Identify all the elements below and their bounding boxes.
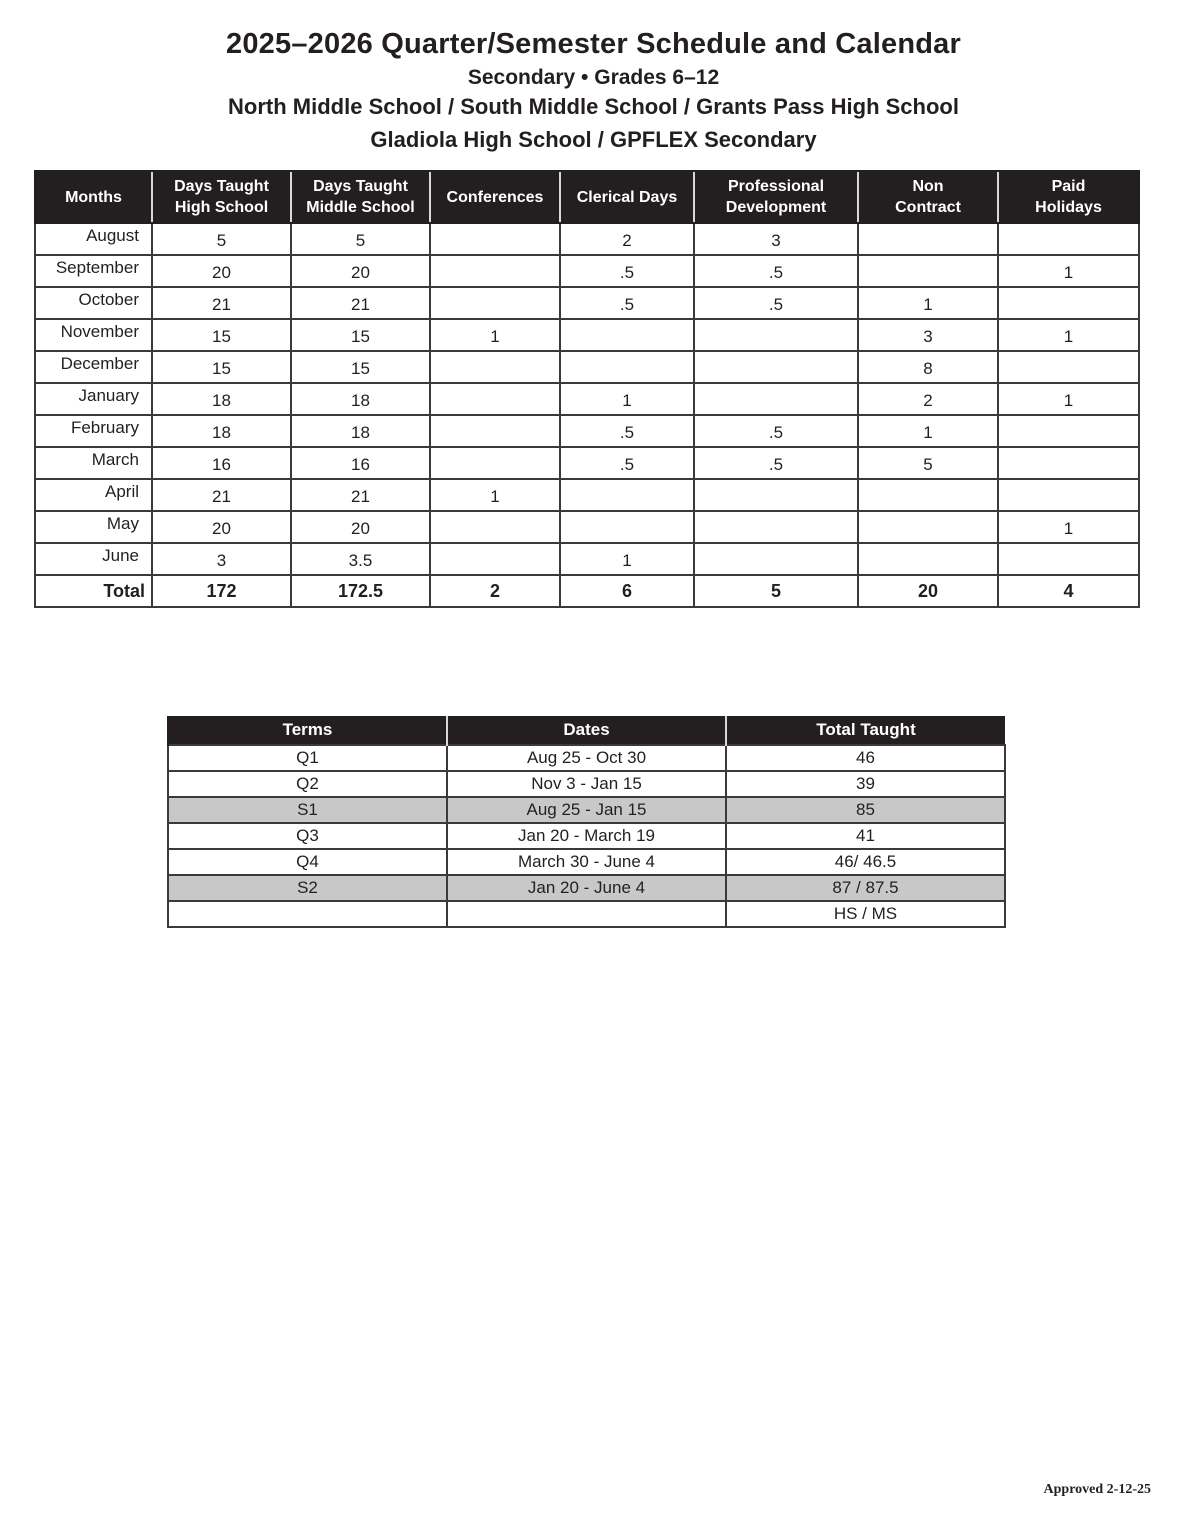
cell-non-contract: 2 <box>858 383 998 415</box>
cell-clerical-days <box>560 319 694 351</box>
cell-conferences <box>430 223 560 255</box>
cell-clerical-days: .5 <box>560 255 694 287</box>
cell-month: February <box>35 415 152 447</box>
cell-conferences <box>430 287 560 319</box>
col-header-text: Days Taught <box>313 178 408 195</box>
page-subtitle: Secondary • Grades 6–12 <box>467 66 720 89</box>
cell-non-contract: 8 <box>858 351 998 383</box>
col-header-text: Conferences <box>446 188 544 206</box>
cell-paid-holidays <box>998 351 1139 383</box>
total-paid-holidays: 4 <box>998 575 1139 607</box>
terms-row <box>168 849 1005 875</box>
cell-total-taught: 39 <box>726 771 1005 797</box>
col-header-clerical-days <box>560 171 694 223</box>
cell-clerical-days: 2 <box>560 223 694 255</box>
cell-paid-holidays: 1 <box>998 383 1139 415</box>
cell-days-taught-ms: 16 <box>291 447 430 479</box>
cell-month: December <box>35 351 152 383</box>
calendar-row <box>35 511 1139 543</box>
col-header-text: Non <box>912 178 944 195</box>
calendar-table <box>34 170 1140 608</box>
total-non-contract: 20 <box>858 575 998 607</box>
cell-professional-development <box>694 351 858 383</box>
terms-row <box>168 745 1005 771</box>
cell-days-taught-ms: 18 <box>291 415 430 447</box>
cell-dates: Jan 20 - March 19 <box>447 823 726 849</box>
col-header-text: Holidays <box>1035 199 1102 216</box>
cell-term: Q1 <box>168 745 447 771</box>
cell-days-taught-ms: 3.5 <box>291 543 430 575</box>
cell-days-taught-hs: 18 <box>152 383 291 415</box>
terms-row <box>168 823 1005 849</box>
cell-professional-development: .5 <box>694 287 858 319</box>
cell-days-taught-hs: 20 <box>152 511 291 543</box>
cell-professional-development: .5 <box>694 255 858 287</box>
calendar-total-row <box>35 575 1139 607</box>
col-header-conferences <box>430 171 560 223</box>
cell-total-taught: 46 <box>726 745 1005 771</box>
cell-non-contract <box>858 255 998 287</box>
cell-conferences: 1 <box>430 479 560 511</box>
cell-professional-development <box>694 319 858 351</box>
total-clerical-days: 6 <box>560 575 694 607</box>
cell-paid-holidays <box>998 479 1139 511</box>
cell-month: May <box>35 511 152 543</box>
cell-term <box>168 901 447 927</box>
cell-total-taught: HS / MS <box>726 901 1005 927</box>
cell-clerical-days: 1 <box>560 383 694 415</box>
col-header-professional-development <box>694 171 858 223</box>
cell-clerical-days <box>560 351 694 383</box>
terms-row <box>168 797 1005 823</box>
cell-term: Q2 <box>168 771 447 797</box>
cell-days-taught-hs: 21 <box>152 287 291 319</box>
cell-days-taught-ms: 20 <box>291 511 430 543</box>
cell-conferences <box>430 351 560 383</box>
cell-month: August <box>35 223 152 255</box>
cell-clerical-days: .5 <box>560 415 694 447</box>
cell-paid-holidays <box>998 287 1139 319</box>
col-header-terms: Terms <box>168 716 447 745</box>
col-header-text: Contract <box>895 199 961 216</box>
cell-professional-development <box>694 383 858 415</box>
col-header-dates: Dates <box>447 716 726 745</box>
cell-days-taught-hs: 15 <box>152 351 291 383</box>
calendar-row <box>35 383 1139 415</box>
cell-month: January <box>35 383 152 415</box>
cell-professional-development: .5 <box>694 447 858 479</box>
cell-days-taught-ms: 20 <box>291 255 430 287</box>
cell-conferences <box>430 511 560 543</box>
col-header-paid-holidays <box>998 171 1139 223</box>
cell-days-taught-ms: 18 <box>291 383 430 415</box>
cell-total-taught: 87 / 87.5 <box>726 875 1005 901</box>
col-header-text: Paid <box>1051 178 1086 195</box>
cell-month: April <box>35 479 152 511</box>
cell-dates: Aug 25 - Oct 30 <box>447 745 726 771</box>
cell-professional-development <box>694 479 858 511</box>
cell-days-taught-hs: 5 <box>152 223 291 255</box>
cell-clerical-days: 1 <box>560 543 694 575</box>
cell-conferences <box>430 415 560 447</box>
cell-total-taught: 85 <box>726 797 1005 823</box>
cell-non-contract: 1 <box>858 287 998 319</box>
total-days-taught-ms: 172.5 <box>291 575 430 607</box>
page-title: 2025–2026 Quarter/Semester Schedule and Calendar <box>226 28 961 60</box>
cell-paid-holidays: 1 <box>998 319 1139 351</box>
col-header-text: Months <box>65 188 122 206</box>
total-days-taught-hs: 172 <box>152 575 291 607</box>
cell-term: S2 <box>168 875 447 901</box>
cell-month: November <box>35 319 152 351</box>
cell-clerical-days <box>560 511 694 543</box>
terms-row <box>168 771 1005 797</box>
cell-non-contract <box>858 479 998 511</box>
col-header-text: Professional <box>727 178 825 195</box>
calendar-row <box>35 287 1139 319</box>
cell-month: June <box>35 543 152 575</box>
col-header-text: Clerical Days <box>576 188 678 206</box>
cell-non-contract <box>858 543 998 575</box>
col-header-total-taught: Total Taught <box>726 716 1005 745</box>
cell-dates: Nov 3 - Jan 15 <box>447 771 726 797</box>
cell-professional-development <box>694 543 858 575</box>
calendar-row <box>35 255 1139 287</box>
cell-conferences <box>430 383 560 415</box>
calendar-row <box>35 447 1139 479</box>
cell-days-taught-hs: 15 <box>152 319 291 351</box>
cell-days-taught-ms: 5 <box>291 223 430 255</box>
cell-professional-development: .5 <box>694 415 858 447</box>
cell-dates: March 30 - June 4 <box>447 849 726 875</box>
cell-dates <box>447 901 726 927</box>
calendar-row <box>35 223 1139 255</box>
cell-paid-holidays <box>998 223 1139 255</box>
terms-table <box>167 716 1006 928</box>
cell-non-contract <box>858 511 998 543</box>
cell-paid-holidays: 1 <box>998 255 1139 287</box>
cell-days-taught-ms: 15 <box>291 351 430 383</box>
terms-header-row <box>168 716 1005 745</box>
col-header-text: Middle School <box>306 199 415 216</box>
cell-days-taught-hs: 20 <box>152 255 291 287</box>
cell-days-taught-hs: 16 <box>152 447 291 479</box>
calendar-row <box>35 351 1139 383</box>
cell-term: S1 <box>168 797 447 823</box>
cell-conferences <box>430 447 560 479</box>
cell-dates: Jan 20 - June 4 <box>447 875 726 901</box>
cell-paid-holidays: 1 <box>998 511 1139 543</box>
cell-professional-development: 3 <box>694 223 858 255</box>
calendar-row <box>35 415 1139 447</box>
cell-days-taught-ms: 21 <box>291 479 430 511</box>
col-header-non-contract <box>858 171 998 223</box>
cell-conferences <box>430 543 560 575</box>
cell-non-contract: 5 <box>858 447 998 479</box>
cell-non-contract <box>858 223 998 255</box>
col-header-text: Days Taught <box>174 178 269 195</box>
cell-conferences: 1 <box>430 319 560 351</box>
calendar-row <box>35 543 1139 575</box>
cell-non-contract: 3 <box>858 319 998 351</box>
cell-conferences <box>430 255 560 287</box>
cell-paid-holidays <box>998 543 1139 575</box>
total-conferences: 2 <box>430 575 560 607</box>
cell-dates: Aug 25 - Jan 15 <box>447 797 726 823</box>
cell-clerical-days: .5 <box>560 287 694 319</box>
col-header-months <box>35 171 152 223</box>
cell-total-taught: 41 <box>726 823 1005 849</box>
cell-non-contract: 1 <box>858 415 998 447</box>
cell-month: March <box>35 447 152 479</box>
schools-line-1: North Middle School / South Middle School / Grants Pass High School <box>228 94 959 119</box>
approval-note: Approved 2-12-25 <box>1043 1482 1151 1497</box>
col-header-text: Development <box>725 199 827 216</box>
cell-month: September <box>35 255 152 287</box>
col-header-days-taught-ms <box>291 171 430 223</box>
calendar-header-row <box>35 171 1139 223</box>
col-header-days-taught-hs <box>152 171 291 223</box>
cell-professional-development <box>694 511 858 543</box>
cell-total-taught: 46/ 46.5 <box>726 849 1005 875</box>
cell-days-taught-ms: 15 <box>291 319 430 351</box>
total-professional-development: 5 <box>694 575 858 607</box>
cell-month: October <box>35 287 152 319</box>
cell-paid-holidays <box>998 415 1139 447</box>
cell-days-taught-hs: 18 <box>152 415 291 447</box>
cell-term: Q4 <box>168 849 447 875</box>
cell-days-taught-ms: 21 <box>291 287 430 319</box>
schools-line-2: Gladiola High School / GPFLEX Secondary <box>370 127 817 152</box>
cell-clerical-days <box>560 479 694 511</box>
cell-clerical-days: .5 <box>560 447 694 479</box>
terms-row <box>168 875 1005 901</box>
cell-days-taught-hs: 3 <box>152 543 291 575</box>
cell-term: Q3 <box>168 823 447 849</box>
calendar-row <box>35 319 1139 351</box>
terms-row <box>168 901 1005 927</box>
calendar-row <box>35 479 1139 511</box>
total-label: Total <box>35 575 152 607</box>
cell-days-taught-hs: 21 <box>152 479 291 511</box>
col-header-text: High School <box>174 199 269 216</box>
cell-paid-holidays <box>998 447 1139 479</box>
